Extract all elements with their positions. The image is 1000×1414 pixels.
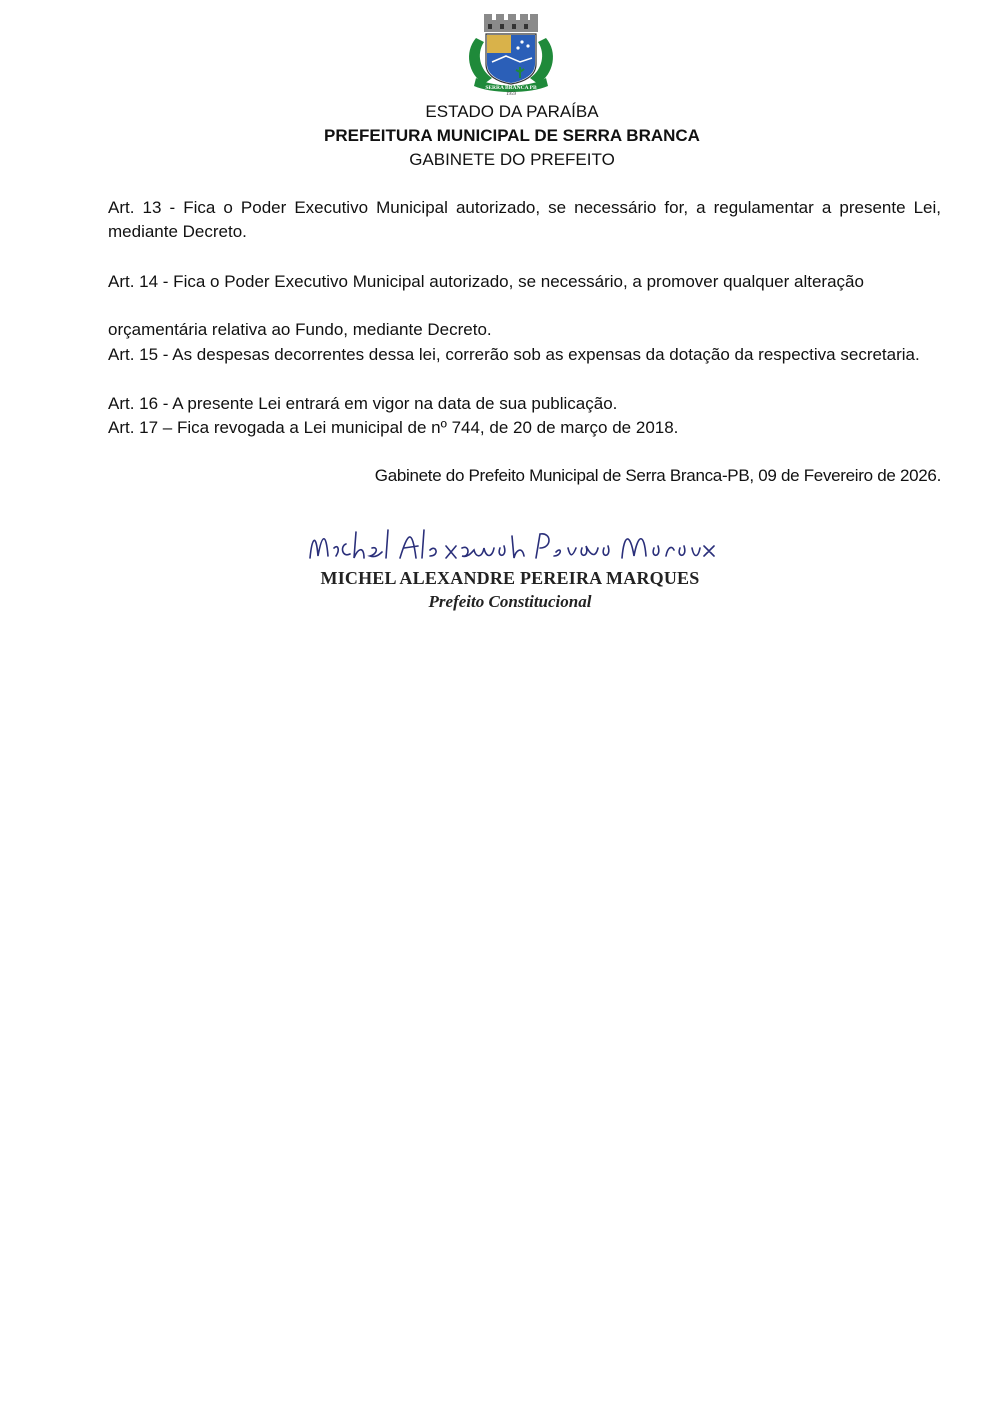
article-15: Art. 15 - As despesas decorrentes dessa lei, correrão sob as expensas da dotação da respectiva secretaria.	[108, 345, 920, 364]
signatory-title: Prefeito Constitucional	[428, 592, 592, 611]
municipality-name: PREFEITURA MUNICIPAL DE SERRA BRANCA	[324, 126, 700, 145]
signatory-name: MICHEL ALEXANDRE PEREIRA MARQUES	[320, 568, 700, 588]
crest-year: 1959	[506, 92, 516, 96]
article-16: Art. 16 - A presente Lei entrará em vigor na data de sua publicação.	[108, 394, 618, 413]
state-name: ESTADO DA PARAÍBA	[425, 102, 599, 121]
article-13: Art. 13 - Fica o Poder Executivo Municipal autorizado, se necessário for, a regulamentar a presente Lei, mediante Decreto.	[108, 198, 941, 241]
closing-date-line: Gabinete do Prefeito Municipal de Serra Branca-PB, 09 de Fevereiro de 2026.	[374, 466, 941, 485]
handwritten-signature-text: Michel Alexandre Pereira Marques	[300, 518, 316, 519]
article-14: Art. 14 - Fica o Poder Executivo Municipal autorizado, se necessário, a promover qualquer alteração	[108, 272, 864, 291]
article-17: Art. 17 – Fica revogada a Lei municipal de nº 744, de 20 de março de 2018.	[108, 418, 679, 437]
signature-block	[300, 518, 720, 618]
handwritten-signature-icon	[300, 518, 720, 568]
document-header	[0, 100, 1000, 172]
crest-banner-text: SERRA BRANCA PB	[485, 85, 537, 91]
article-14-continuation: orçamentária relativa ao Fundo, mediante Decreto.	[108, 320, 492, 339]
municipal-crest-icon	[462, 12, 560, 96]
office-name: GABINETE DO PREFEITO	[409, 150, 615, 169]
